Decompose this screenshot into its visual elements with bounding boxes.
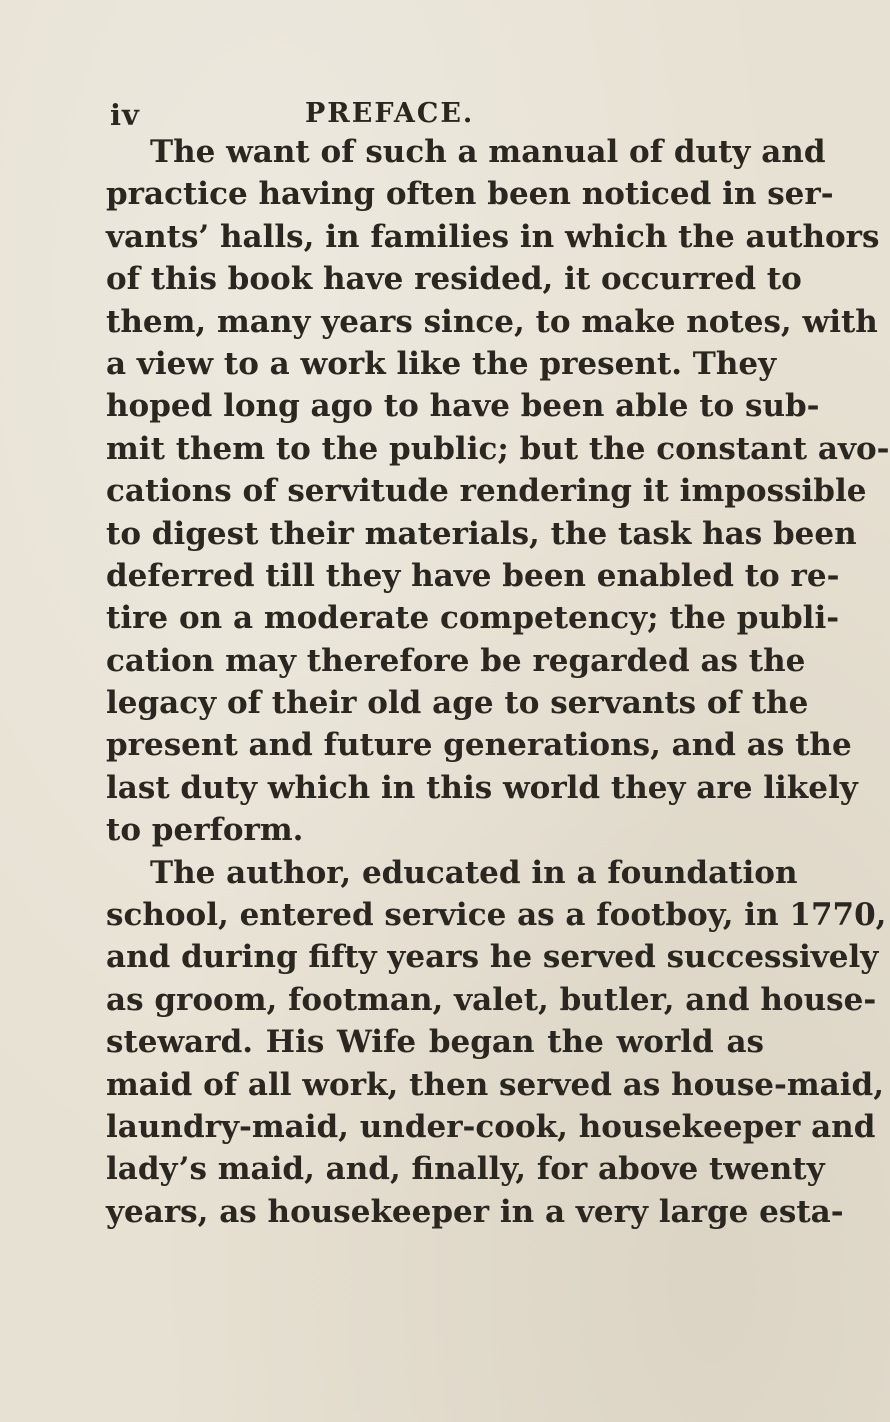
text-line: laundry-maid, under-cook, housekeeper and	[106, 1108, 876, 1145]
text-line: last duty which in this world they are likely	[106, 769, 858, 806]
text-line: The want of such a manual of duty and	[150, 134, 826, 170]
text-line: cations of servitude rendering it impossible	[106, 473, 867, 510]
text-line: vants’ halls, in families in which the authors	[106, 218, 880, 255]
text-line: deferred till they have been enabled to re-	[106, 557, 840, 594]
text-line: present and future generations, and as the	[106, 727, 852, 764]
text-line: years, as housekeeper in a very large esta-	[106, 1193, 844, 1230]
running-head: PREFACE.	[305, 98, 475, 129]
text-line: of this book have resided, it occurred to	[106, 261, 802, 298]
text-line: mit them to the public; but the constant avo-	[106, 430, 890, 467]
text-line: maid of all work, then served as house-maid,	[106, 1066, 885, 1103]
text-line: practice having often been noticed in ser-	[106, 176, 834, 213]
text-line: The author, educated in a foundation	[150, 854, 798, 891]
text-line: cation may therefore be regarded as the	[106, 642, 806, 679]
text-line: lady’s maid, and, finally, for above twenty	[106, 1151, 825, 1188]
text-line: a view to a work like the present. They	[106, 345, 777, 382]
page-number: iv	[110, 98, 140, 132]
text-line: to perform.	[106, 812, 304, 849]
text-line: to digest their materials, the task has been	[106, 515, 857, 552]
text-line: and during fifty years he served successively	[106, 939, 879, 976]
text-line: them, many years since, to make notes, with	[106, 303, 878, 340]
text-line: school, entered service as a footboy, in 1770,	[106, 897, 887, 934]
body-text	[106, 131, 890, 1233]
text-line: tire on a moderate competency; the publi-	[106, 600, 840, 637]
text-line: as groom, footman, valet, butler, and house-	[106, 981, 877, 1018]
text-line: legacy of their old age to servants of the	[106, 685, 809, 722]
text-line: steward. His Wife began the world as	[106, 1024, 764, 1061]
text-line: hoped long ago to have been able to sub-	[106, 388, 820, 425]
